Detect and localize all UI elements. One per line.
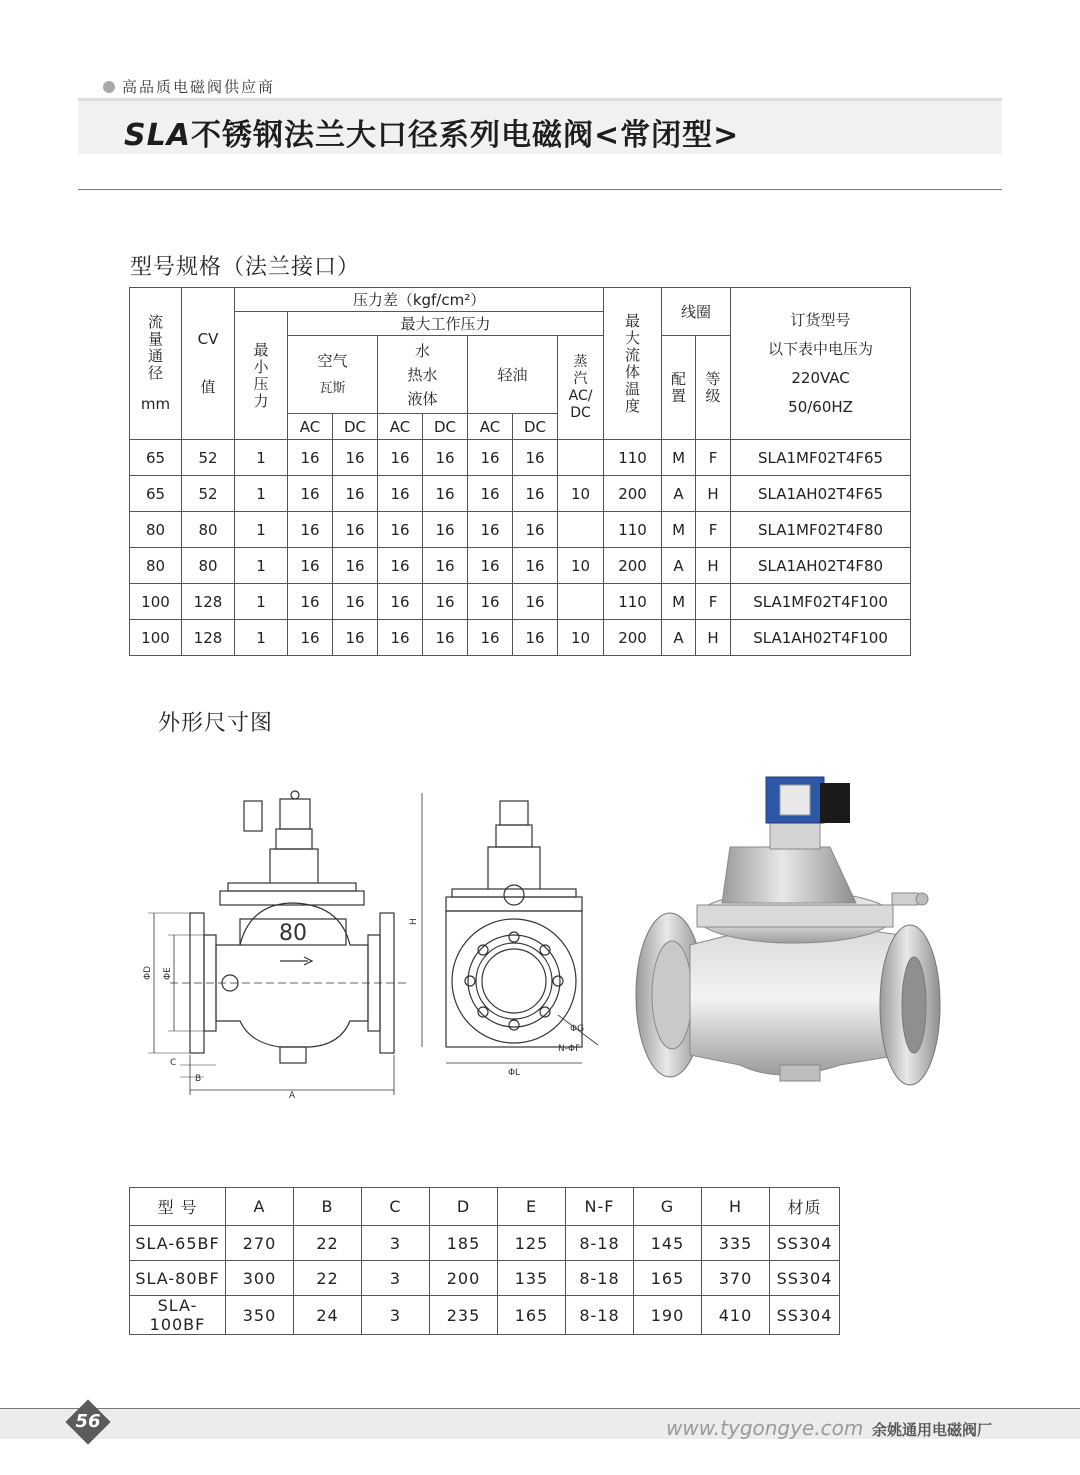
spec-cell: F [696, 440, 731, 476]
spec-cell: 16 [378, 620, 423, 656]
valve-product-photo [630, 765, 950, 1125]
dim-cell: SS304 [770, 1226, 840, 1261]
spec-cell: 16 [288, 440, 333, 476]
spec-cell: 16 [378, 440, 423, 476]
spec-cell: A [662, 476, 696, 512]
spec-cell: 200 [604, 476, 662, 512]
spec-cell: 1 [235, 620, 288, 656]
spec-cell: 128 [182, 584, 235, 620]
label-h: H [409, 918, 419, 925]
spec-cell: 16 [468, 476, 513, 512]
hdr-max-work: 最大工作压力 [288, 312, 604, 336]
dim-cell: 22 [294, 1261, 362, 1296]
spec-cell: 16 [288, 620, 333, 656]
spec-cell: SLA1AH02T4F80 [731, 548, 911, 584]
label-c: C [170, 1058, 177, 1068]
spec-cell: 110 [604, 584, 662, 620]
label-nf: N-ΦF [558, 1044, 581, 1054]
dim-cell: SS304 [770, 1296, 840, 1335]
spec-row [130, 512, 911, 548]
spec-cell: 65 [130, 476, 182, 512]
dim-cell: 200 [430, 1261, 498, 1296]
spec-cell: 16 [378, 476, 423, 512]
hdr-air-ac: AC [288, 414, 333, 440]
dim-header-cell: 材质 [770, 1188, 840, 1226]
dim-cell: 8-18 [566, 1296, 634, 1335]
hdr-min-press: 最 小 压 力 [235, 312, 288, 440]
dimension-table [129, 1187, 840, 1335]
spec-cell [558, 440, 604, 476]
spec-cell: H [696, 476, 731, 512]
spec-cell: 16 [378, 584, 423, 620]
spec-cell: 10 [558, 476, 604, 512]
dim-header-cell: B [294, 1188, 362, 1226]
dim-cell: 370 [702, 1261, 770, 1296]
dim-header-cell: N-F [566, 1188, 634, 1226]
spec-cell: 16 [288, 548, 333, 584]
spec-cell: H [696, 620, 731, 656]
dim-cell: 165 [498, 1296, 566, 1335]
drawing-size-mark: 80 [279, 921, 307, 946]
hdr-water-ac: AC [378, 414, 423, 440]
spec-cell: 16 [333, 476, 378, 512]
dim-header-cell: D [430, 1188, 498, 1226]
factory-name: 余姚通用电磁阀厂 [872, 1421, 993, 1439]
dim-cell: 8-18 [566, 1261, 634, 1296]
spec-cell: 1 [235, 476, 288, 512]
label-g: ΦG [570, 1024, 585, 1034]
dim-cell: SLA-65BF [130, 1226, 226, 1261]
spec-cell: 128 [182, 620, 235, 656]
spec-cell: M [662, 512, 696, 548]
spec-row [130, 440, 911, 476]
spec-cell: 16 [333, 620, 378, 656]
spec-cell: 110 [604, 440, 662, 476]
dim-cell: SS304 [770, 1261, 840, 1296]
dim-cell: SLA-80BF [130, 1261, 226, 1296]
dim-cell: 235 [430, 1296, 498, 1335]
spec-cell: 80 [130, 548, 182, 584]
hdr-air: 空气 瓦斯 [288, 336, 378, 414]
spec-cell: 16 [468, 548, 513, 584]
dim-cell: 185 [430, 1226, 498, 1261]
spec-cell: 100 [130, 620, 182, 656]
spec-section-title: 型号规格（法兰接口） [130, 255, 361, 280]
label-d: ΦD [143, 965, 153, 980]
dim-cell: 300 [226, 1261, 294, 1296]
spec-cell: 16 [513, 548, 558, 584]
dim-cell: 3 [362, 1296, 430, 1335]
spec-cell: 80 [182, 548, 235, 584]
spec-cell: 16 [468, 620, 513, 656]
spec-row [130, 476, 911, 512]
dim-cell: 145 [634, 1226, 702, 1261]
dim-header-cell: A [226, 1188, 294, 1226]
spec-cell: 16 [513, 476, 558, 512]
hdr-oil: 轻油 [468, 336, 558, 414]
spec-cell: 200 [604, 620, 662, 656]
dim-row [130, 1226, 840, 1261]
spec-row [130, 548, 911, 584]
dim-header-cell: E [498, 1188, 566, 1226]
spec-cell: 110 [604, 512, 662, 548]
spec-cell: SLA1MF02T4F65 [731, 440, 911, 476]
label-b: B [195, 1074, 202, 1084]
dim-cell: 8-18 [566, 1226, 634, 1261]
hdr-water-dc: DC [423, 414, 468, 440]
spec-cell: 16 [468, 584, 513, 620]
dim-header-cell: C [362, 1188, 430, 1226]
spec-cell: M [662, 440, 696, 476]
spec-cell: 16 [288, 476, 333, 512]
spec-cell: F [696, 584, 731, 620]
spec-cell: 80 [182, 512, 235, 548]
dim-cell: 3 [362, 1226, 430, 1261]
dim-cell: 3 [362, 1261, 430, 1296]
spec-cell: 65 [130, 440, 182, 476]
spec-cell: A [662, 620, 696, 656]
spec-row [130, 620, 911, 656]
spec-cell: 16 [423, 512, 468, 548]
side-view-drawing [140, 785, 420, 1105]
dim-cell: 270 [226, 1226, 294, 1261]
spec-cell: 1 [235, 512, 288, 548]
spec-row [130, 584, 911, 620]
spec-cell: 10 [558, 548, 604, 584]
hdr-water: 水 热水 液体 [378, 336, 468, 414]
hdr-size: 流 量 通 径 mm [130, 288, 182, 440]
header-bullet-icon [103, 81, 115, 93]
dim-cell: 22 [294, 1226, 362, 1261]
hdr-pressure-diff: 压力差（kgf/cm²） [235, 288, 604, 312]
dim-cell: 135 [498, 1261, 566, 1296]
hdr-grade: 等 级 [696, 336, 731, 440]
dim-header-cell: 型 号 [130, 1188, 226, 1226]
spec-cell: A [662, 548, 696, 584]
hdr-max-temp: 最 大 流 体 温 度 [604, 288, 662, 440]
spec-cell: 16 [333, 512, 378, 548]
dim-header-row [130, 1188, 840, 1226]
spec-cell: 100 [130, 584, 182, 620]
spec-cell: 16 [513, 584, 558, 620]
dim-cell: 24 [294, 1296, 362, 1335]
spec-cell: 16 [513, 440, 558, 476]
supplier-tagline: 高品质电磁阀供应商 [122, 78, 276, 96]
spec-cell: SLA1AH02T4F100 [731, 620, 911, 656]
header-divider [78, 189, 1002, 190]
dim-row [130, 1261, 840, 1296]
spec-cell: M [662, 584, 696, 620]
spec-cell: 1 [235, 584, 288, 620]
page-number: 56 [75, 1411, 101, 1432]
spec-cell: 16 [288, 512, 333, 548]
dim-cell: 350 [226, 1296, 294, 1335]
spec-cell: 16 [423, 548, 468, 584]
spec-cell [558, 512, 604, 548]
spec-cell: 16 [423, 620, 468, 656]
spec-cell: 16 [378, 548, 423, 584]
dims-section-title: 外形尺寸图 [158, 711, 274, 736]
hdr-steam: 蒸 汽 AC/ DC [558, 336, 604, 440]
spec-cell: 16 [513, 620, 558, 656]
dim-header-cell: G [634, 1188, 702, 1226]
dim-cell: 335 [702, 1226, 770, 1261]
dim-cell: 410 [702, 1296, 770, 1335]
spec-cell: 200 [604, 548, 662, 584]
spec-cell: 16 [423, 584, 468, 620]
spec-cell: 16 [333, 584, 378, 620]
dim-cell: 125 [498, 1226, 566, 1261]
label-a: A [288, 1091, 296, 1101]
label-l: ΦL [507, 1068, 521, 1078]
hdr-order: 订货型号 以下表中电压为 220VAC 50/60HZ [731, 288, 911, 440]
spec-cell: SLA1MF02T4F100 [731, 584, 911, 620]
dim-cell: SLA-100BF [130, 1296, 226, 1335]
spec-cell: H [696, 548, 731, 584]
spec-cell: 16 [378, 512, 423, 548]
spec-cell: F [696, 512, 731, 548]
spec-cell: 52 [182, 476, 235, 512]
spec-cell [558, 584, 604, 620]
spec-cell: 1 [235, 440, 288, 476]
dim-cell: 165 [634, 1261, 702, 1296]
spec-cell: 16 [333, 548, 378, 584]
spec-cell: 10 [558, 620, 604, 656]
hdr-oil-dc: DC [513, 414, 558, 440]
hdr-config: 配 置 [662, 336, 696, 440]
dim-header-cell: H [702, 1188, 770, 1226]
spec-cell: 16 [468, 440, 513, 476]
hdr-oil-ac: AC [468, 414, 513, 440]
spec-cell: SLA1AH02T4F65 [731, 476, 911, 512]
spec-cell: 16 [468, 512, 513, 548]
spec-cell: 16 [423, 476, 468, 512]
title-model: SLA [124, 118, 191, 153]
hdr-air-dc: DC [333, 414, 378, 440]
page-title [124, 110, 739, 154]
spec-cell: 52 [182, 440, 235, 476]
dim-cell: 190 [634, 1296, 702, 1335]
spec-cell: 16 [423, 440, 468, 476]
title-band-topline [78, 98, 1002, 101]
spec-cell: SLA1MF02T4F80 [731, 512, 911, 548]
hdr-coil: 线圈 [662, 288, 731, 336]
label-e: ΦE [163, 967, 173, 980]
spec-table [129, 287, 911, 656]
spec-cell: 1 [235, 548, 288, 584]
spec-cell: 16 [333, 440, 378, 476]
website-link[interactable]: www.tygongye.com [666, 1416, 864, 1440]
spec-cell: 80 [130, 512, 182, 548]
title-text: 不锈钢法兰大口径系列电磁阀<常闭型> [190, 118, 740, 153]
hdr-cv: CV 值 [182, 288, 235, 440]
dim-row [130, 1296, 840, 1335]
spec-cell: 16 [288, 584, 333, 620]
spec-cell: 16 [513, 512, 558, 548]
front-view-drawing [408, 785, 608, 1085]
